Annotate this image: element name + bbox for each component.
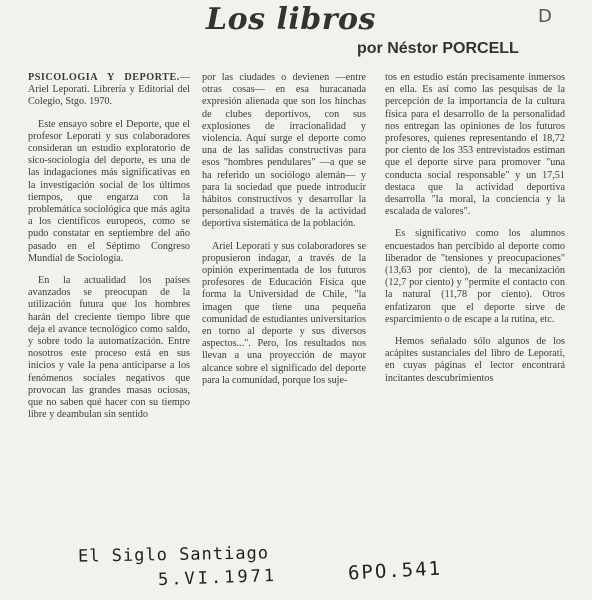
paragraph: Hemos señalado sólo algunos de los acápites sustanciales del libro de Leporati, en cuyas páginas el lector encontrará incitantes descubrimientos bbox=[385, 336, 565, 384]
paragraph: Este ensayo sobre el Deporte, que el profesor Leporati y sus colaboradores consideran un estudio exploratorio de sico-sociología del deporte, es una de las indagaciones más significativas en la investigación social de los últimos tiempos, que engarza con la problemática sociológica que más agita a los científicos europeos, como se pudo constatar en septiembre del año pasado en el Séptimo Congreso Mundial de Sociología. bbox=[28, 118, 190, 264]
paragraph: por las ciudades o devienen —entre otras cosas— en esa huracanada expresión alienada que son los hinchas de clubes deportivos, con sus explosiones de irracionalidad y violencia. Aquí surge el deporte como una de las salidas constructivas para esos "hombres pendulares" —a que se ha referido un sociólogo alemán— y para la sociedad que puede introducir hábitos constructivos y desarrollar la personalidad a través de la actividad deportiva sistemática de la población. bbox=[202, 72, 366, 230]
article-column-2 bbox=[202, 72, 366, 397]
paragraph: En la actualidad los países avanzados se preocupan de la utilización futura que los hombres harán del creciente tiempo libre que deja el avance tecnológico como saldo, y sobre todo la automatización. Entre nosotros este proceso está en sus inicios y vale la pena anticiparse a los fenómenos sociales negativos que provocan las grandes masas ociosas, que no saben qué hacer con su tiempo libre y deambulan sin sentido bbox=[28, 275, 190, 421]
paragraph: Ariel Leporati y sus colaboradores se propusieron indagar, a través de la opinión experimentada de los futuros profesores de Educación Física que forma la Universidad de Chile, "la imagen que tiene una pequeña comunidad de estudiantes universitarios en torno al deporte y sus diversos aspectos...". Pero, los resultados nos llevan a una proyección de mayor alcance sobre el significado del deporte para la comunidad, porque los suje- bbox=[202, 240, 366, 386]
book-details: — Ariel Leporati. Librería y Editorial del Colegio, Stgo. 1970. bbox=[28, 72, 190, 108]
byline: por Néstor PORCELL bbox=[357, 40, 519, 57]
article-column-3 bbox=[385, 72, 565, 395]
handwritten-date: 5.VI.1971 bbox=[157, 565, 278, 591]
paragraph: tos en estudio están precisamente inmersos en ella. Es así como las pesquisas de la percepción de la importancia de la cultura física para el desarrollo de la personalidad nos entregan las opiniones de los futuros profesores, quienes representando el 18,72 por ciento de los 353 entrevistados estiman que el deporte sirve para promover "una conducta social responsable" y un 17,51 destaca que la actividad deportiva desarrolla "la moral, la conciencia y la escalada de valores". bbox=[385, 72, 565, 218]
paragraph: Es significativo como los alumnos encuestados han percibido al deporte como liberador de "tensiones y preocupaciones" (13,63 por ciento), de la mecanización (12,7 por ciento) y "permite el contacto con la natural (11,78 por ciento). Otros enfatizaron que el deporte sirve de esparcimiento o de escape a la rutina, etc. bbox=[385, 228, 565, 325]
article-column-1 bbox=[28, 72, 190, 431]
handwritten-code: 6PO.541 bbox=[347, 557, 443, 585]
book-title: PSICOLOGIA Y DEPORTE. bbox=[28, 72, 180, 83]
paragraph bbox=[28, 72, 190, 109]
page-title: Los libros bbox=[206, 2, 376, 37]
handwritten-source: El Siglo Santiago bbox=[77, 543, 270, 567]
corner-mark: D bbox=[538, 6, 552, 27]
